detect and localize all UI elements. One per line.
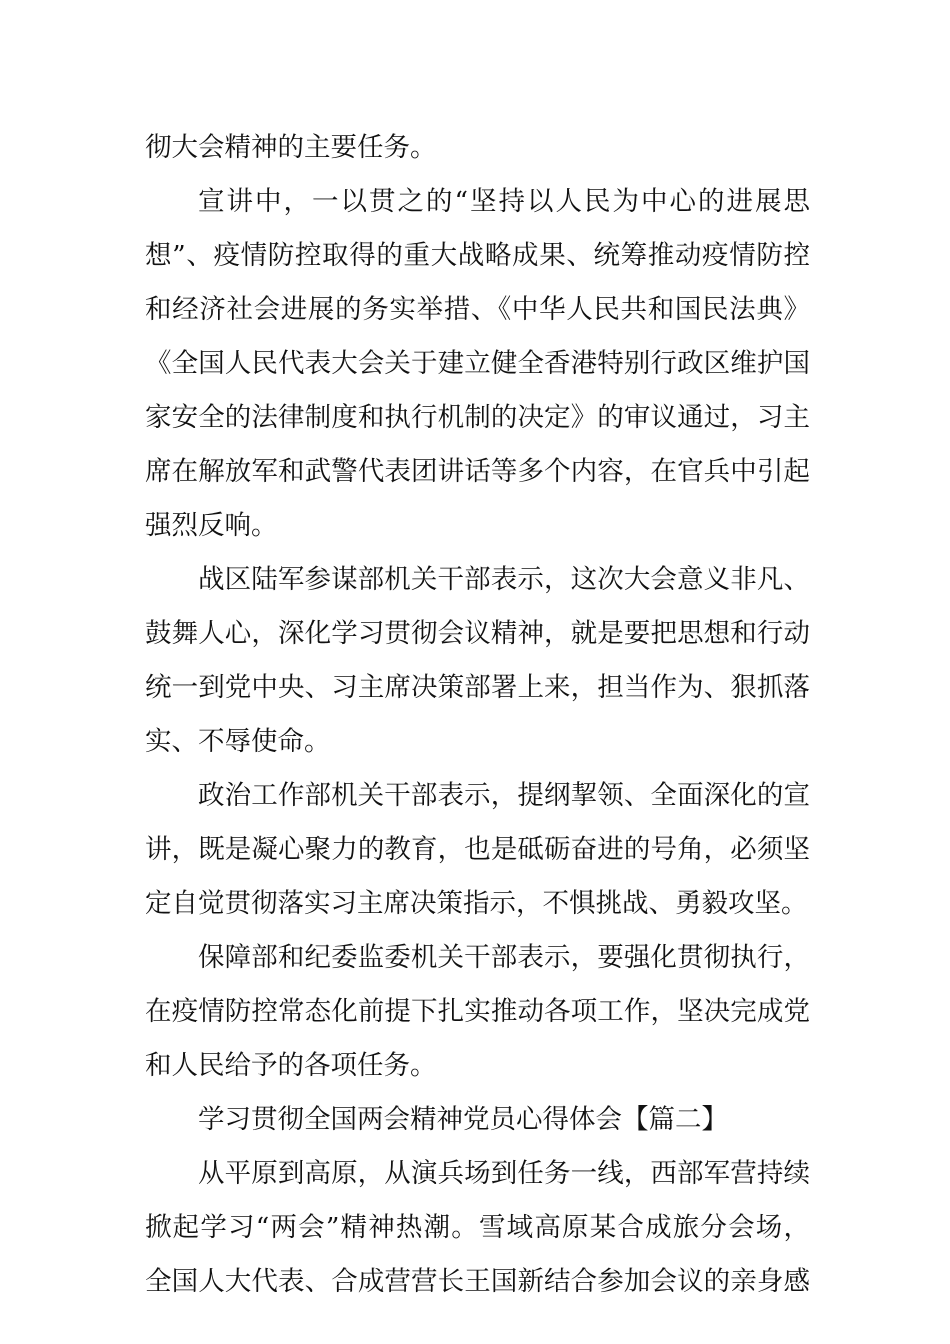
text-line: 和人民给予的各项任务。 [145,1050,437,1081]
document-body [145,121,810,1309]
text-line: 在疫情防控常态化前提下扎实推动各项工作，坚决完成党 [145,996,811,1027]
text-line: 宣讲中，一以贯之的“坚持以人民为中心的进展思 [198,186,812,217]
text-line: 鼓舞人心，深化学习贯彻会议精神，就是要把思想和行动 [145,618,811,649]
text-line: 政治工作部机关干部表示，提纲挈领、全面深化的宣 [198,780,811,811]
text-line: 《全国人民代表大会关于建立健全香港特别行政区维护国 [145,348,811,379]
text-line: 从平原到高原，从演兵场到任务一线，西部军营持续 [198,1158,811,1189]
text-line: 彻大会精神的主要任务。 [145,132,437,163]
text-line: 掀起学习“两会”精神热潮。雪域高原某合成旅分会场， [145,1212,812,1243]
text-line: 战区陆军参谋部机关干部表示，这次大会意义非凡、 [198,564,811,595]
text-line: 想”、疫情防控取得的重大战略成果、统筹推动疫情防控 [145,240,811,271]
text-line: 强烈反响。 [145,510,278,541]
text-line: 定自觉贯彻落实习主席决策指示，不惧挑战、勇毅攻坚。 [145,888,808,919]
text-line: 和经济社会进展的务实举措、《中华人民共和国民法典》 [145,294,811,325]
text-line: 学习贯彻全国两会精神党员心得体会【篇二】 [198,1104,728,1135]
text-line: 统一到党中央、习主席决策部署上来，担当作为、狠抓落 [145,672,811,703]
text-line: 家安全的法律制度和执行机制的决定》的审议通过，习主 [145,402,811,433]
text-line: 席在解放军和武警代表团讲话等多个内容，在官兵中引起 [145,456,811,487]
text-line: 实、不辱使命。 [145,726,331,757]
text-line: 讲，既是凝心聚力的教育，也是砥砺奋进的号角，必须坚 [145,834,811,865]
text-line: 保障部和纪委监委机关干部表示，要强化贯彻执行， [198,942,811,973]
text-line: 全国人大代表、合成营营长王国新结合参加会议的亲身感 [145,1266,811,1297]
